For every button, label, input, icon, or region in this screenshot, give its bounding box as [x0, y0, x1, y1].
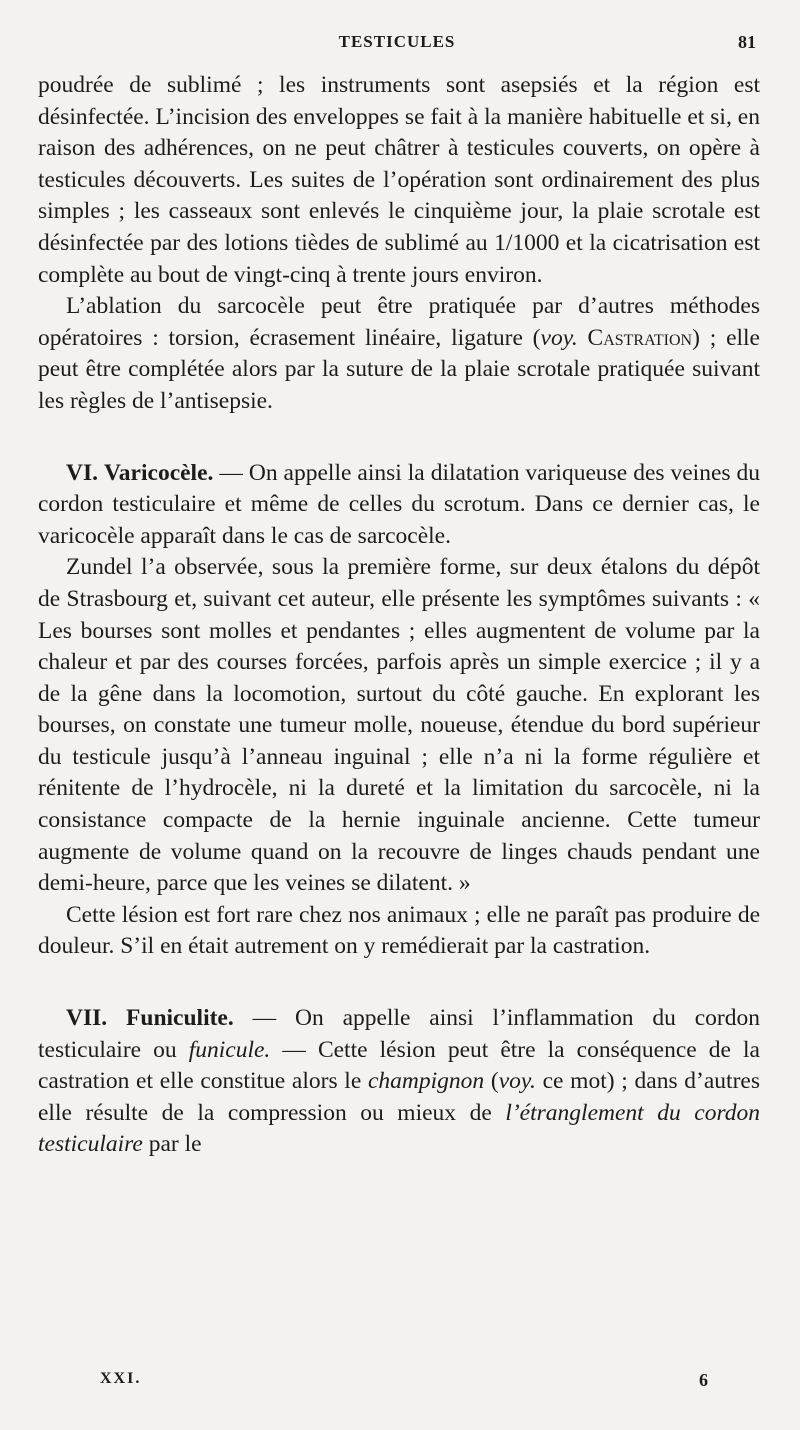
ablation-text-before: L’ablation du sarcocèle peut être pratiquée par d’autres méthodes opératoires : torsion, écrasement linéaire, ligature ( — [38, 293, 760, 351]
funiculite-text-c: ( — [484, 1068, 499, 1095]
varicocele-intro-paragraph — [38, 458, 760, 553]
ablation-voy: voy. — [540, 324, 578, 351]
page-number: 81 — [738, 32, 756, 52]
section-vi-number: VI. — [66, 459, 98, 486]
funicule-term: funicule. — [188, 1036, 271, 1063]
section-vi-title: Varicocèle. — [103, 459, 214, 486]
sheet-number: 6 — [699, 1370, 708, 1390]
running-head: TESTICULES — [338, 32, 456, 51]
paragraph-operation-continued: poudrée de sublimé ; les instruments sont asepsiés et la région est désinfectée. L’incision des enveloppes se fait à la manière habituelle et si, en raison des adhérences, on ne peut châtrer à testicules couverts, on opère à testicules découverts. Les suites de l’opération sont ordinairement des plus simples ; les casseaux sont enlevés le cinquième jour, la plaie scrotale est désinfectée par des lotions tièdes de sublimé au 1/1000 et la cicatrisation est complète au bout de vingt-cinq à trente jours environ. — [38, 72, 760, 288]
funiculite-text-d: ce mot) ; dans d’autres elle résulte de la compression ou mieux de — [38, 1068, 760, 1126]
champignon-term: champignon — [367, 1068, 485, 1095]
funiculite-voy: voy. — [498, 1068, 536, 1095]
section-vii-number: VII. — [66, 1005, 108, 1032]
page-body — [38, 70, 760, 1161]
funiculite-text-e: par le — [142, 1131, 202, 1158]
ablation-text-after: ) ; elle peut être complétée alors par la suture de la plaie scrotale pratiquée suivant les règles de l’antisepsie. — [38, 324, 760, 414]
etranglement-term: l’étranglement du cordon testiculaire — [38, 1099, 760, 1158]
section-vii-dash: — — [233, 1005, 295, 1032]
varicocele-intro-text: On appelle ainsi la dilatation variqueuse des veines du cordon testiculaire et même de celles du scrotum. Dans ce dernier cas, le varicocèle apparaît dans le cas de sarcocèle. — [38, 459, 761, 549]
section-funiculite — [38, 1003, 760, 1161]
signature-mark: XXI. — [100, 1370, 142, 1387]
funiculite-text-b: — Cette lésion peut être la conséquence de la castration et elle constitue alors le — [38, 1036, 760, 1095]
section-vi-dash: — — [213, 459, 249, 486]
paragraph-ablation — [38, 291, 760, 417]
varicocele-zundel-paragraph: Zundel l’a observée, sous la première forme, sur deux étalons du dépôt de Strasbourg et, suivant cet auteur, elle présente les symptômes suivants : « Les bourses sont molles et pendantes ; elles augmentent de volume par la chaleur et par des courses forcées, parfois après un simple exercice ; il y a de la gêne dans la locomotion, surtout du côté gauche. En explorant les bourses, on constate une tumeur molle, noueuse, étendue du bord supérieur du testicule jusqu’à l’anneau inguinal ; elle n’a ni la forme régulière et rénitente de l’hydrocèle, ni la dureté et la limitation du sarcocèle, ni la consistance compacte de la hernie inguinale ancienne. Cette tumeur augmente de volume quand on la recouvre de linges chauds pendant une demi-heure, parce que les veines se dilatent. » — [38, 554, 760, 897]
section-varicocele — [38, 458, 760, 964]
varicocele-rarity-paragraph: Cette lésion est fort rare chez nos animaux ; elle ne paraît pas produire de douleur. S’il en était autrement on y remédierait par la castration. — [38, 901, 760, 960]
section-vii-title: Funiculite. — [126, 1005, 234, 1032]
castration-cross-reference: Castration — [587, 324, 693, 351]
funiculite-paragraph — [38, 1003, 760, 1161]
page-header — [38, 32, 756, 60]
funiculite-text-a: On appelle ainsi l’inflammation du cordon testiculaire ou — [38, 1005, 761, 1063]
page-footer — [100, 1370, 708, 1400]
